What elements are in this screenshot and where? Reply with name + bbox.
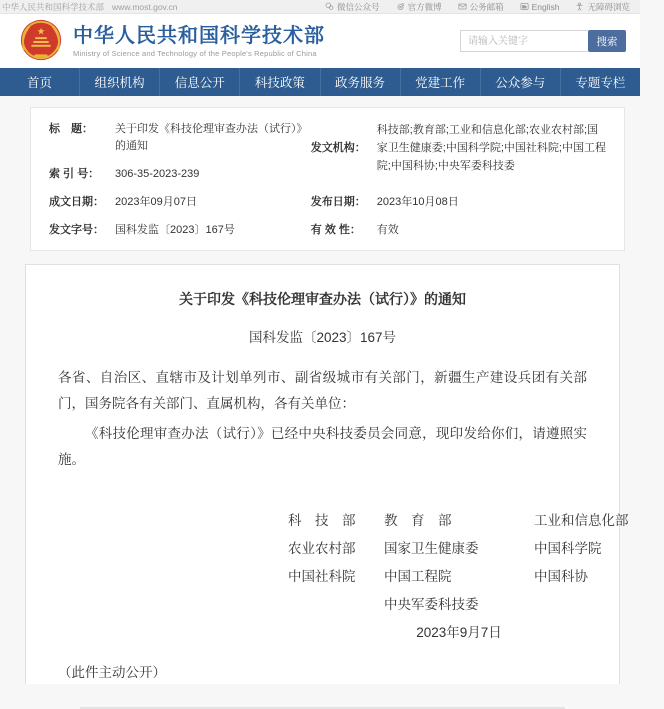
meta-field-title bbox=[49, 121, 311, 155]
signature-org: 中国科协 bbox=[534, 569, 588, 585]
meta-value-written-date: 2023年09月07日 bbox=[115, 196, 197, 208]
topbar-link-english[interactable]: En English bbox=[520, 2, 560, 12]
national-emblem-logo bbox=[18, 18, 64, 64]
signature-org: 中国工程院 bbox=[384, 569, 452, 585]
weibo-icon bbox=[396, 2, 405, 11]
nav-item-party-building[interactable]: 党建工作 bbox=[400, 68, 480, 96]
nav-item-organization[interactable]: 组织机构 bbox=[79, 68, 159, 96]
signature-org: 农业农村部 bbox=[288, 541, 356, 557]
top-utility-bar bbox=[0, 0, 640, 14]
document-body-panel bbox=[25, 264, 629, 684]
svg-text:★: ★ bbox=[36, 26, 46, 38]
signature-org: 中国社科院 bbox=[288, 569, 356, 585]
signature-org bbox=[534, 591, 664, 619]
search-button[interactable]: 搜索 bbox=[588, 30, 626, 52]
document-title: 关于印发《科技伦理审查办法（试行）》的通知 bbox=[179, 291, 466, 308]
meta-value-title: 关于印发《科技伦理审查办法（试行）》的通知 bbox=[115, 123, 308, 153]
nav-item-public-participation[interactable]: 公众参与 bbox=[480, 68, 560, 96]
signature-org bbox=[288, 591, 384, 619]
meta-label-written-date: 成文日期： bbox=[49, 196, 104, 208]
site-search bbox=[460, 30, 626, 52]
meta-field-doc-number bbox=[49, 222, 311, 239]
signature-org: 教 育 部 bbox=[384, 513, 452, 529]
wechat-icon bbox=[325, 2, 334, 11]
meta-field-index-no bbox=[49, 166, 311, 183]
meta-field-issuing-org bbox=[311, 121, 606, 175]
site-subtitle: Ministry of Science and Technology of the People's Republic of China bbox=[73, 48, 317, 58]
meta-field-publish-date bbox=[311, 194, 606, 211]
meta-label-validity: 有 效 性： bbox=[310, 224, 361, 237]
meta-value-doc-number: 国科发监〔2023〕167号 bbox=[115, 224, 235, 237]
document-salutation: 各省、自治区、直辖市及计划单列市、副省级城市有关部门，新疆生产建设兵团有关部门，国务院各有关部门、直属机构，各有关单位： bbox=[58, 370, 587, 412]
meta-field-validity bbox=[311, 222, 606, 239]
meta-label-issuing-org: 发文机构： bbox=[310, 141, 366, 154]
meta-label-doc-number: 发文字号： bbox=[49, 224, 104, 237]
site-title: 中华人民共和国科学技术部 bbox=[73, 24, 325, 47]
nav-item-gov-services[interactable]: 政务服务 bbox=[320, 68, 400, 96]
main-nav bbox=[0, 68, 640, 96]
document-paragraph: 《科技伦理审查办法（试行）》已经中央科技委员会同意，现印发给你们，请遵照实施。 bbox=[58, 426, 587, 468]
nav-item-special-topics[interactable]: 专题专栏 bbox=[560, 68, 640, 96]
nav-item-info-disclosure[interactable]: 信息公开 bbox=[159, 68, 239, 96]
meta-label-title: 标 题： bbox=[49, 123, 93, 135]
accessibility-icon bbox=[575, 2, 584, 11]
signature-block bbox=[288, 507, 629, 647]
svg-text:En: En bbox=[521, 4, 526, 9]
nav-item-home[interactable]: 首页 bbox=[27, 76, 53, 90]
signature-org: 中国科学院 bbox=[534, 541, 602, 557]
search-input[interactable] bbox=[460, 30, 588, 52]
meta-label-publish-date: 发布日期： bbox=[310, 196, 366, 208]
signature-org: 科 技 部 bbox=[288, 513, 356, 529]
mail-icon bbox=[458, 2, 467, 11]
signature-date: 2023年9月7日 bbox=[416, 625, 502, 641]
site-header bbox=[0, 14, 640, 68]
document-disclosure-note: （此件主动公开） bbox=[58, 665, 166, 681]
topbar-link-wechat[interactable]: 微信公众号 bbox=[325, 1, 380, 13]
site-brand[interactable] bbox=[18, 18, 325, 64]
topbar-link-weibo[interactable]: 官方微博 bbox=[396, 1, 442, 13]
topbar-link-accessibility[interactable]: 无障碍浏览 bbox=[575, 1, 630, 13]
topbar-site-name: 中华人民共和国科学技术部 bbox=[2, 1, 105, 12]
english-icon bbox=[520, 2, 529, 11]
document-number: 国科发监〔2023〕167号 bbox=[248, 330, 397, 346]
meta-value-index-no: 306-35-2023-239 bbox=[115, 167, 200, 180]
document-meta-panel bbox=[30, 107, 625, 251]
signature-org: 国家卫生健康委 bbox=[384, 541, 479, 557]
nav-item-sci-tech-policy[interactable]: 科技政策 bbox=[239, 68, 319, 96]
meta-field-written-date bbox=[49, 194, 311, 211]
meta-value-validity: 有效 bbox=[376, 224, 399, 237]
signature-org: 工业和信息化部 bbox=[534, 513, 629, 529]
meta-label-index-no: 索 引 号： bbox=[49, 167, 100, 180]
topbar-link-mail[interactable]: 公务邮箱 bbox=[458, 1, 504, 13]
meta-value-issuing-org: 科技部;教育部;工业和信息化部;农业农村部;国家卫生健康委;中国科学院;中国社科院;中国工程院;中国科协;中央军委科技委 bbox=[376, 124, 606, 173]
signature-org: 中央军委科技委 bbox=[384, 597, 479, 613]
topbar-site-url[interactable]: www.most.gov.cn bbox=[112, 1, 178, 12]
meta-value-publish-date: 2023年10月08日 bbox=[376, 196, 459, 208]
